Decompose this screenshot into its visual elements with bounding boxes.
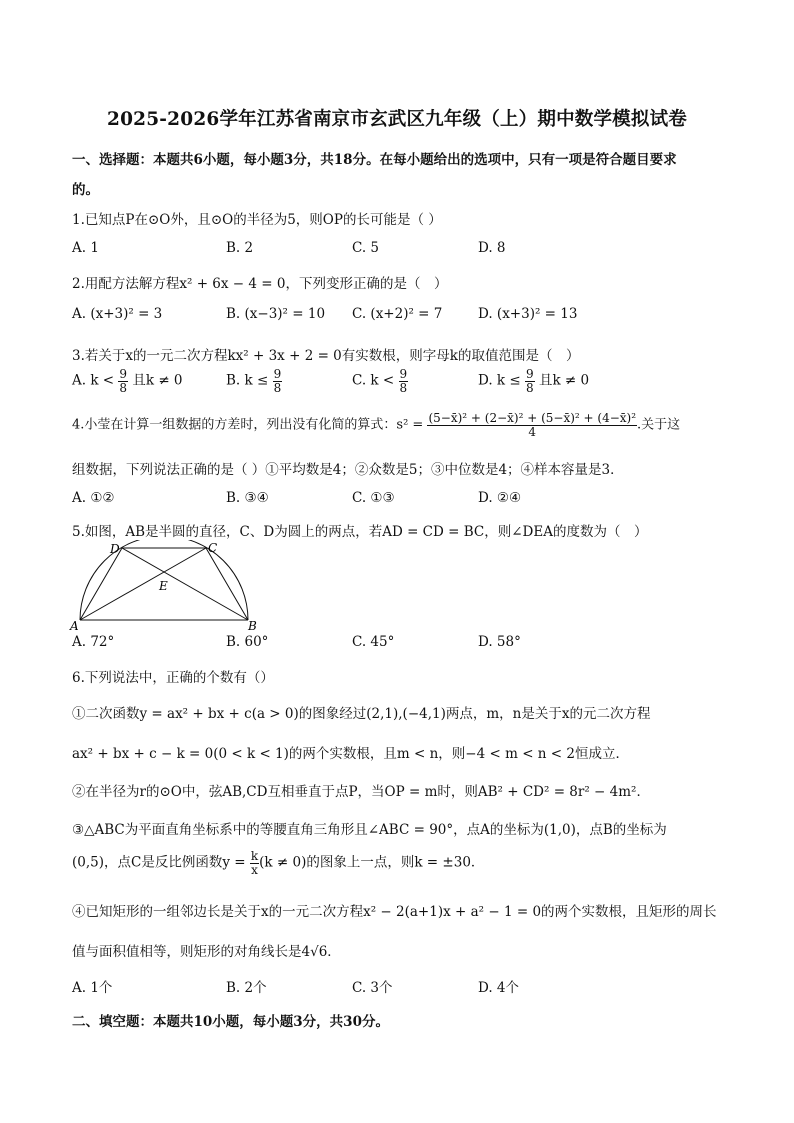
q3-fraction-a: $\frac{9}{8}$ <box>119 367 128 395</box>
q6-option-a: A. 1个 <box>72 980 113 996</box>
q3-stem: 3.若关于x的一元二次方程kx² + 3x + 2 = 0有实数根，则字母k的取值范围是（ ） <box>72 348 580 364</box>
q6-option-d: D. 4个 <box>478 980 520 996</box>
q6-statement-1-cont: ax² + bx + c − k = 0(0 < k < 1)的两个实数根，且m < n，则−4 < m < n < 2恒成立． <box>72 746 629 762</box>
q6-statement-1: ①二次函数y = ax² + bx + c(a > 0)的图象经过(2,1),(−4,1)两点，m，n是关于x的元二次方程 <box>72 706 651 722</box>
q5-option-c: C. 45° <box>352 634 395 650</box>
q2-option-a: A. (x+3)² = 3 <box>72 306 163 322</box>
q4-option-b: B. ③④ <box>226 490 269 506</box>
q1-option-c: C. 5 <box>352 240 380 256</box>
q2-option-d: D. (x+3)² = 13 <box>478 306 578 322</box>
q4-stem-cont: 组数据，下列说法正确的是（ ）①平均数是4；②众数是5；③中位数是4；④样本容量是3． <box>72 462 624 478</box>
q6-fraction-k-over-x: $\frac{k}{x}$ <box>250 849 259 877</box>
section2-heading: 二、填空题：本题共10小题，每小题3分，共30分。 <box>72 1014 389 1030</box>
q4-option-d: D. ②④ <box>478 490 522 506</box>
label-a: A <box>70 619 79 632</box>
q3-option-d: D. k ≤ $\frac{9}{8}$ 且k ≠ 0 <box>478 367 590 395</box>
q3-option-b: B. k ≤ $\frac{9}{8}$ <box>226 367 282 395</box>
q3-option-a-pre: A. k < <box>72 372 115 389</box>
label-e: E <box>159 579 168 593</box>
q3-option-a <box>72 368 183 394</box>
q3-option-a-post: 且k ≠ 0 <box>132 372 183 389</box>
semicircle-figure <box>68 540 258 632</box>
section1-heading-cont: 的。 <box>72 182 99 198</box>
q6-stem: 6.下列说法中，正确的个数有（） <box>72 670 274 686</box>
q6-statement-2: ②在半径为r的⊙O中，弦AB,CD互相垂直于点P，当OP = m时，则AB² + CD² = 8r² − 4m²． <box>72 784 650 800</box>
q1-option-a: A. 1 <box>72 240 99 256</box>
chord-ad <box>80 548 122 620</box>
label-c: C <box>208 541 218 555</box>
q4-variance-formula: $\frac{\text{(5−x̄)² + (2−x̄)² + (5−x̄)² + (4−x̄)²}}{4}$ <box>428 411 637 439</box>
q1-option-d: D. 8 <box>478 240 506 256</box>
q5-option-d: D. 58° <box>478 634 521 650</box>
q6-option-b: B. 2个 <box>226 980 267 996</box>
q3-fraction-b: $\frac{9}{8}$ <box>273 367 282 395</box>
section1-heading: 一、选择题：本题共6小题，每小题3分，共18分。在每小题给出的选项中，只有一项是符合题目要求 <box>72 152 677 168</box>
chord-db <box>122 548 248 620</box>
q6-statement-4-cont: 值与面积值相等，则矩形的对角线长是4√6． <box>72 944 341 960</box>
q1-option-b: B. 2 <box>226 240 254 256</box>
q4-stem: 4.小莹在计算一组数据的方差时，列出没有化简的算式：s² = $\frac{\text{(5−x̄)² + (2−x̄)² + (5−x̄)² + (4−x̄)²}}{4}$ .关于这 <box>72 411 681 439</box>
q4-option-a: A. ①② <box>72 490 115 506</box>
q1-stem: 1.已知点P在⊙O外，且⊙O的半径为5，则OP的长可能是（ ） <box>72 212 442 228</box>
q6-statement-3: ③△ABC为平面直角坐标系中的等腰直角三角形且∠ABC = 90°，点A的坐标为(1,0)，点B的坐标为 <box>72 822 667 838</box>
q3-option-c: C. k < $\frac{9}{8}$ <box>352 367 408 395</box>
q4-option-c: C. ①③ <box>352 490 395 506</box>
page-title: 2025-2026学年江苏省南京市玄武区九年级（上）期中数学模拟试卷 <box>107 109 687 130</box>
q6-statement-4: ④已知矩形的一组邻边长是关于x的一元二次方程x² − 2(a+1)x + a² − 1 = 0的两个实数根，且矩形的周长 <box>72 904 717 920</box>
q3-fraction-c: $\frac{9}{8}$ <box>399 367 408 395</box>
q2-stem: 2.用配方法解方程x² + 6x − 4 = 0，下列变形正确的是（ ） <box>72 276 448 292</box>
chord-cb <box>206 548 248 620</box>
q6-statement-3-cont: (0,5)，点C是反比例函数y = $\frac{k}{x}$ (k ≠ 0)的图象上一点，则k = ±30． <box>72 849 485 877</box>
q5-option-b: B. 60° <box>226 634 269 650</box>
q6-option-c: C. 3个 <box>352 980 393 996</box>
q5-option-a: A. 72° <box>72 634 115 650</box>
q2-option-c: C. (x+2)² = 7 <box>352 306 443 322</box>
q2-option-b: B. (x−3)² = 10 <box>226 306 326 322</box>
q5-stem: 5.如图，AB是半圆的直径，C、D为圆上的两点，若AD = CD = BC，则∠DEA的度数为（ ） <box>72 524 648 540</box>
q3-fraction-d: $\frac{9}{8}$ <box>526 367 534 395</box>
chord-ac <box>80 548 206 620</box>
label-d: D <box>110 542 120 556</box>
label-b: B <box>248 619 257 632</box>
